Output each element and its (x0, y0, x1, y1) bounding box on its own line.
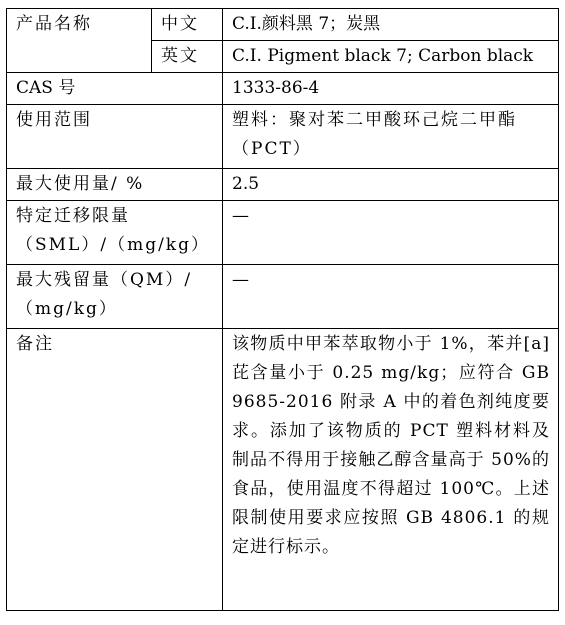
scope-label: 使用范围 (7, 105, 223, 169)
sml-value: — (223, 201, 559, 265)
max-use-value: 2.5 (223, 169, 559, 201)
row-cas (7, 73, 559, 105)
sml-label: 特定迁移限量（SML）/（mg/kg） (7, 201, 223, 265)
max-use-label: 最大使用量/ % (7, 169, 223, 201)
remark-label: 备注 (7, 329, 223, 611)
qm-label: 最大残留量（QM）/（mg/kg） (7, 265, 223, 329)
remark-value: 该物质中甲苯萃取物小于 1%，苯并[a]芘含量小于 0.25 mg/kg；应符合 GB 9685-2016 附录 A 中的着色剂纯度要求。添加了该物质的 PCT 塑料材料及制品不得用于接触乙醇含量高于 50%的食品，使用温度不得超过 100℃。上述限制使用要求应按照 GB 4806.1 的规定进行标示。 (223, 329, 559, 611)
row-remark (7, 329, 559, 611)
additive-spec-table (6, 8, 559, 611)
row-max-use (7, 169, 559, 201)
scope-value: 塑料：聚对苯二甲酸环己烷二甲酯（PCT） (223, 105, 559, 169)
row-qm (7, 265, 559, 329)
cas-value: 1333-86-4 (223, 73, 559, 105)
qm-value: — (223, 265, 559, 329)
row-sml (7, 201, 559, 265)
chinese-name-value: C.I.颜料黑 7；炭黑 (223, 9, 559, 41)
row-scope (7, 105, 559, 169)
english-label: 英文 (152, 41, 223, 73)
row-chinese-name (7, 9, 559, 41)
chinese-label: 中文 (152, 9, 223, 41)
product-name-label: 产品名称 (7, 9, 152, 73)
cas-label: CAS 号 (7, 73, 223, 105)
english-name-value: C.I. Pigment black 7; Carbon black (223, 41, 559, 73)
